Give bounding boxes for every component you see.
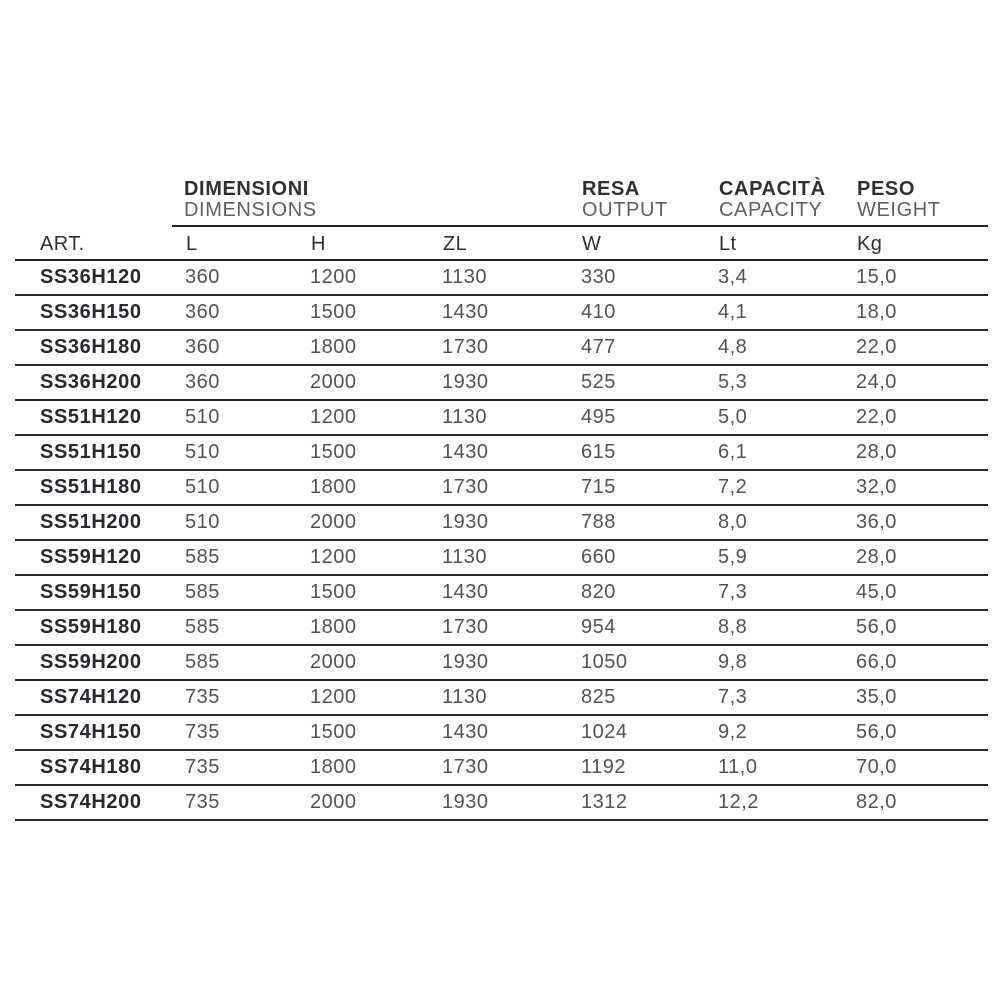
value-weight-kg: 22,0 (856, 335, 897, 358)
table-row (15, 331, 988, 366)
value-height: 1500 (310, 720, 357, 743)
value-height: 2000 (310, 650, 357, 673)
table-body (15, 261, 988, 821)
article-code: SS59H180 (40, 615, 142, 638)
value-zl: 1130 (442, 265, 488, 288)
article-code: SS74H120 (40, 685, 142, 708)
unit-header-w: W (582, 233, 602, 255)
value-height: 2000 (310, 790, 357, 813)
value-height: 1200 (310, 265, 357, 288)
value-weight-kg: 56,0 (856, 615, 897, 638)
value-output-w: 820 (581, 580, 616, 603)
value-height: 1800 (310, 475, 357, 498)
value-output-w: 660 (581, 545, 616, 568)
value-weight-kg: 24,0 (856, 370, 897, 393)
value-zl: 1430 (442, 440, 489, 463)
unit-header-kg: Kg (857, 233, 883, 255)
value-weight-kg: 22,0 (856, 405, 897, 428)
article-code: SS59H150 (40, 580, 142, 603)
article-code: SS51H150 (40, 440, 142, 463)
value-zl: 1730 (442, 615, 489, 638)
table-row (15, 261, 988, 296)
value-height: 1500 (310, 580, 357, 603)
value-capacity-lt: 5,3 (718, 370, 748, 393)
value-weight-kg: 18,0 (856, 300, 897, 323)
unit-header-lt: Lt (719, 233, 737, 255)
value-weight-kg: 66,0 (856, 650, 897, 673)
value-capacity-lt: 12,2 (718, 790, 759, 813)
article-code: SS74H180 (40, 755, 142, 778)
table-row (15, 296, 988, 331)
value-output-w: 954 (581, 615, 616, 638)
article-code: SS59H200 (40, 650, 142, 673)
table-row (15, 751, 988, 786)
value-output-w: 1192 (581, 755, 627, 778)
value-output-w: 825 (581, 685, 616, 708)
article-code: SS59H120 (40, 545, 142, 568)
value-zl: 1130 (442, 545, 488, 568)
table-row (15, 716, 988, 751)
article-code: SS74H200 (40, 790, 142, 813)
value-capacity-lt: 9,2 (718, 720, 748, 743)
value-length: 510 (185, 405, 220, 428)
value-weight-kg: 56,0 (856, 720, 897, 743)
value-weight-kg: 45,0 (856, 580, 897, 603)
value-weight-kg: 28,0 (856, 545, 897, 568)
table-row (15, 786, 988, 821)
column-group-dimensions (184, 179, 317, 221)
value-zl: 1930 (442, 790, 489, 813)
value-length: 360 (185, 370, 220, 393)
table-row (15, 646, 988, 681)
value-output-w: 1050 (581, 650, 628, 673)
value-length: 360 (185, 300, 220, 323)
value-zl: 1730 (442, 755, 489, 778)
value-capacity-lt: 9,8 (718, 650, 748, 673)
value-zl: 1130 (442, 405, 488, 428)
value-capacity-lt: 8,0 (718, 510, 748, 533)
value-height: 1200 (310, 545, 357, 568)
article-code: SS74H150 (40, 720, 142, 743)
value-capacity-lt: 4,1 (718, 300, 748, 323)
value-zl: 1930 (442, 510, 489, 533)
value-weight-kg: 28,0 (856, 440, 897, 463)
table-row (15, 506, 988, 541)
column-group-weight (857, 179, 941, 221)
value-capacity-lt: 4,8 (718, 335, 748, 358)
value-length: 510 (185, 510, 220, 533)
article-code: SS36H200 (40, 370, 142, 393)
value-output-w: 788 (581, 510, 616, 533)
value-height: 1200 (310, 685, 357, 708)
value-output-w: 615 (581, 440, 616, 463)
value-height: 1800 (310, 755, 357, 778)
value-zl: 1930 (442, 370, 489, 393)
value-height: 1800 (310, 335, 357, 358)
article-code: SS36H150 (40, 300, 142, 323)
article-code: SS51H180 (40, 475, 142, 498)
value-capacity-lt: 8,8 (718, 615, 748, 638)
group-label-english: WEIGHT (857, 199, 941, 221)
value-output-w: 477 (581, 335, 616, 358)
table-row (15, 471, 988, 506)
value-zl: 1430 (442, 580, 489, 603)
value-capacity-lt: 6,1 (718, 440, 748, 463)
value-length: 735 (185, 720, 220, 743)
value-length: 735 (185, 755, 220, 778)
value-capacity-lt: 7,2 (718, 475, 748, 498)
unit-header-l: L (186, 233, 198, 255)
value-weight-kg: 35,0 (856, 685, 897, 708)
table-row (15, 366, 988, 401)
group-label-italian: RESA (582, 178, 640, 200)
value-zl: 1430 (442, 720, 489, 743)
value-capacity-lt: 7,3 (718, 685, 748, 708)
value-weight-kg: 32,0 (856, 475, 897, 498)
table-row (15, 576, 988, 611)
value-output-w: 525 (581, 370, 616, 393)
value-length: 360 (185, 265, 220, 288)
value-output-w: 715 (581, 475, 616, 498)
value-output-w: 1312 (581, 790, 628, 813)
value-height: 2000 (310, 510, 357, 533)
value-length: 360 (185, 335, 220, 358)
table-row (15, 681, 988, 716)
value-output-w: 1024 (581, 720, 628, 743)
group-label-english: OUTPUT (582, 199, 668, 221)
article-code: SS51H200 (40, 510, 142, 533)
table-row (15, 541, 988, 576)
article-code: SS51H120 (40, 405, 142, 428)
article-code: SS36H120 (40, 265, 142, 288)
table-row (15, 436, 988, 471)
value-length: 585 (185, 615, 220, 638)
value-weight-kg: 15,0 (856, 265, 897, 288)
value-capacity-lt: 5,0 (718, 405, 748, 428)
value-zl: 1430 (442, 300, 489, 323)
value-zl: 1730 (442, 475, 489, 498)
value-capacity-lt: 11,0 (718, 755, 758, 778)
group-label-italian: CAPACITÀ (719, 178, 826, 200)
value-capacity-lt: 5,9 (718, 545, 748, 568)
value-length: 585 (185, 545, 220, 568)
value-length: 510 (185, 475, 220, 498)
article-code: SS36H180 (40, 335, 142, 358)
group-label-english: DIMENSIONS (184, 199, 317, 221)
value-zl: 1730 (442, 335, 489, 358)
value-zl: 1930 (442, 650, 489, 673)
unit-header-h: H (311, 233, 326, 255)
value-zl: 1130 (442, 685, 488, 708)
header-group-rule (172, 225, 988, 227)
value-height: 1200 (310, 405, 357, 428)
value-weight-kg: 36,0 (856, 510, 897, 533)
art-column-header: ART. (40, 233, 85, 255)
column-group-capacity (719, 179, 826, 221)
value-height: 1800 (310, 615, 357, 638)
value-output-w: 495 (581, 405, 616, 428)
column-group-output (582, 179, 668, 221)
value-output-w: 330 (581, 265, 616, 288)
group-label-english: CAPACITY (719, 199, 823, 221)
value-length: 735 (185, 790, 220, 813)
value-capacity-lt: 7,3 (718, 580, 748, 603)
value-weight-kg: 70,0 (856, 755, 897, 778)
table-row (15, 401, 988, 436)
group-label-italian: PESO (857, 178, 915, 200)
value-weight-kg: 82,0 (856, 790, 897, 813)
value-output-w: 410 (581, 300, 616, 323)
value-height: 1500 (310, 300, 357, 323)
table-row (15, 611, 988, 646)
group-label-italian: DIMENSIONI (184, 178, 309, 200)
value-height: 2000 (310, 370, 357, 393)
value-length: 585 (185, 650, 220, 673)
value-length: 735 (185, 685, 220, 708)
unit-header-zl: ZL (443, 233, 468, 255)
value-length: 510 (185, 440, 220, 463)
value-length: 585 (185, 580, 220, 603)
value-height: 1500 (310, 440, 357, 463)
value-capacity-lt: 3,4 (718, 265, 748, 288)
